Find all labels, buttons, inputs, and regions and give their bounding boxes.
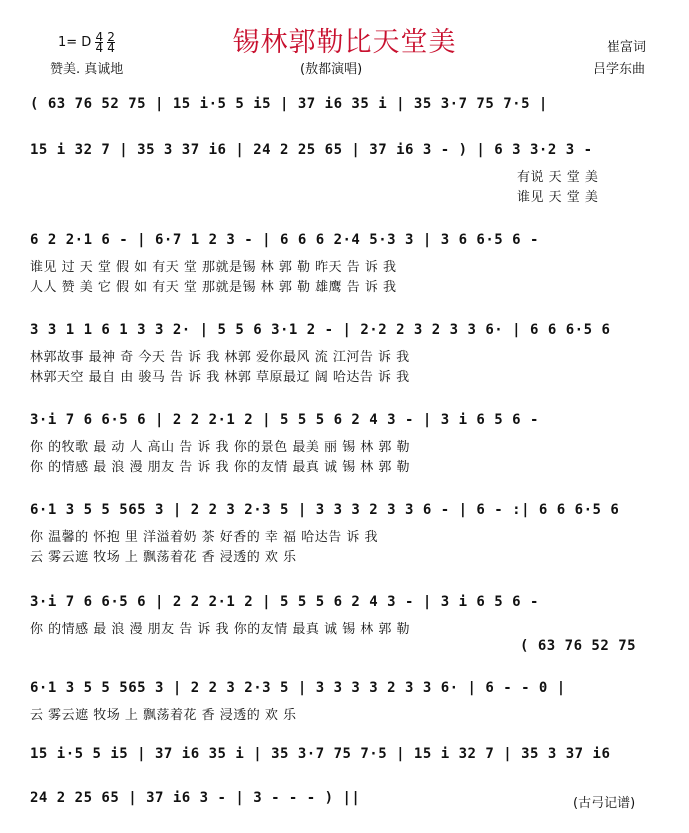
lyric-line: 你 的情感 最 浪 漫 朋友 告 诉 我 你的友情 最真 诚 锡 林 郭 勒 <box>30 622 410 637</box>
lyric-line: 林郭故事 最神 奇 今天 告 诉 我 林郭 爱你最风 流 江河告 诉 我 <box>30 350 410 365</box>
notation-line: 15 i·5 5 i5 | 37 i6 35 i | 35 3·7 75 7·5 | 15 i 32 7 | 35 3 37 i6 <box>30 746 611 762</box>
notation-tail: ( 63 76 52 75 <box>520 638 637 654</box>
notation-line: 6·1 3 5 5 565 3 | 2 2 3 2·3 5 | 3 3 3 3 2 3 3 6· | 6 - - 0 | <box>30 680 566 696</box>
lyric-line: 林郭天空 最自 由 骏马 告 诉 我 林郭 草原最辽 阔 哈达告 诉 我 <box>30 370 410 385</box>
notation-line: 3 3 1 1 6 1 3 3 2· | 5 5 6 3·1 2 - | 2·2 2 3 2 3 3 6· | 6 6 6·5 6 <box>30 322 611 338</box>
key-signature <box>58 32 115 53</box>
notation-line: 15 i 32 7 | 35 3 37 i6 | 24 2 25 65 | 37 i6 3 - ) | 6 3 3·2 3 - <box>30 142 593 158</box>
lyricist-credit: 崔富词 <box>607 40 647 55</box>
time-signature-2: $\frac{2}{4}$ <box>107 30 115 55</box>
notation-line: 24 2 25 65 | 37 i6 3 - | 3 - - - ) || <box>30 790 361 806</box>
singer-credit: (敖都演唱) <box>300 62 363 77</box>
song-title: 锡林郭勒比天堂美 <box>232 27 457 58</box>
time-signature-1: $\frac{4}{4}$ <box>95 30 104 55</box>
lyric-line: 有说 天 堂 美 <box>517 170 599 185</box>
lyric-line: 你 的牧歌 最 动 人 高山 告 诉 我 你的景色 最美 丽 锡 林 郭 勒 <box>30 440 410 455</box>
notation-line: 6 2 2·1 6 - | 6·7 1 2 3 - | 6 6 6 2·4 5·3 3 | 3 6 6·5 6 - <box>30 232 539 248</box>
lyric-line: 云 雾云遮 牧场 上 飘荡着花 香 浸透的 欢 乐 <box>30 550 297 565</box>
notation-line: 6·1 3 5 5 565 3 | 2 2 3 2·3 5 | 3 3 3 2 3 3 6 - | 6 - :| 6 6 6·5 6 <box>30 502 620 518</box>
lyric-line: 云 雾云遮 牧场 上 飘荡着花 香 浸透的 欢 乐 <box>30 708 297 723</box>
lyric-line: 你 温馨的 怀抱 里 洋溢着奶 茶 好香的 幸 福 哈达告 诉 我 <box>30 530 378 545</box>
notation-line: 3·i 7 6 6·5 6 | 2 2 2·1 2 | 5 5 5 6 2 4 3 - | 3 i 6 5 6 - <box>30 412 539 428</box>
transcriber-credit: (古弓记谱) <box>573 796 636 811</box>
lyric-line: 谁见 天 堂 美 <box>517 190 599 205</box>
notation-line: ( 63 76 52 75 | 15 i·5 5 i5 | 37 i6 35 i | 35 3·7 75 7·5 | <box>30 96 548 112</box>
key-label: 1= D <box>58 35 92 50</box>
lyric-line: 谁见 过 天 堂 假 如 有天 堂 那就是锡 林 郭 勒 昨天 告 诉 我 <box>30 260 397 275</box>
lyric-line: 人人 赞 美 它 假 如 有天 堂 那就是锡 林 郭 勒 雄鹰 告 诉 我 <box>30 280 397 295</box>
notation-line: 3·i 7 6 6·5 6 | 2 2 2·1 2 | 5 5 5 6 2 4 3 - | 3 i 6 5 6 - <box>30 594 539 610</box>
lyric-line: 你 的情感 最 浪 漫 朋友 告 诉 我 你的友情 最真 诚 锡 林 郭 勒 <box>30 460 410 475</box>
tempo-marking: 赞美. 真诚地 <box>50 62 124 77</box>
composer-credit: 吕学东曲 <box>593 62 646 77</box>
